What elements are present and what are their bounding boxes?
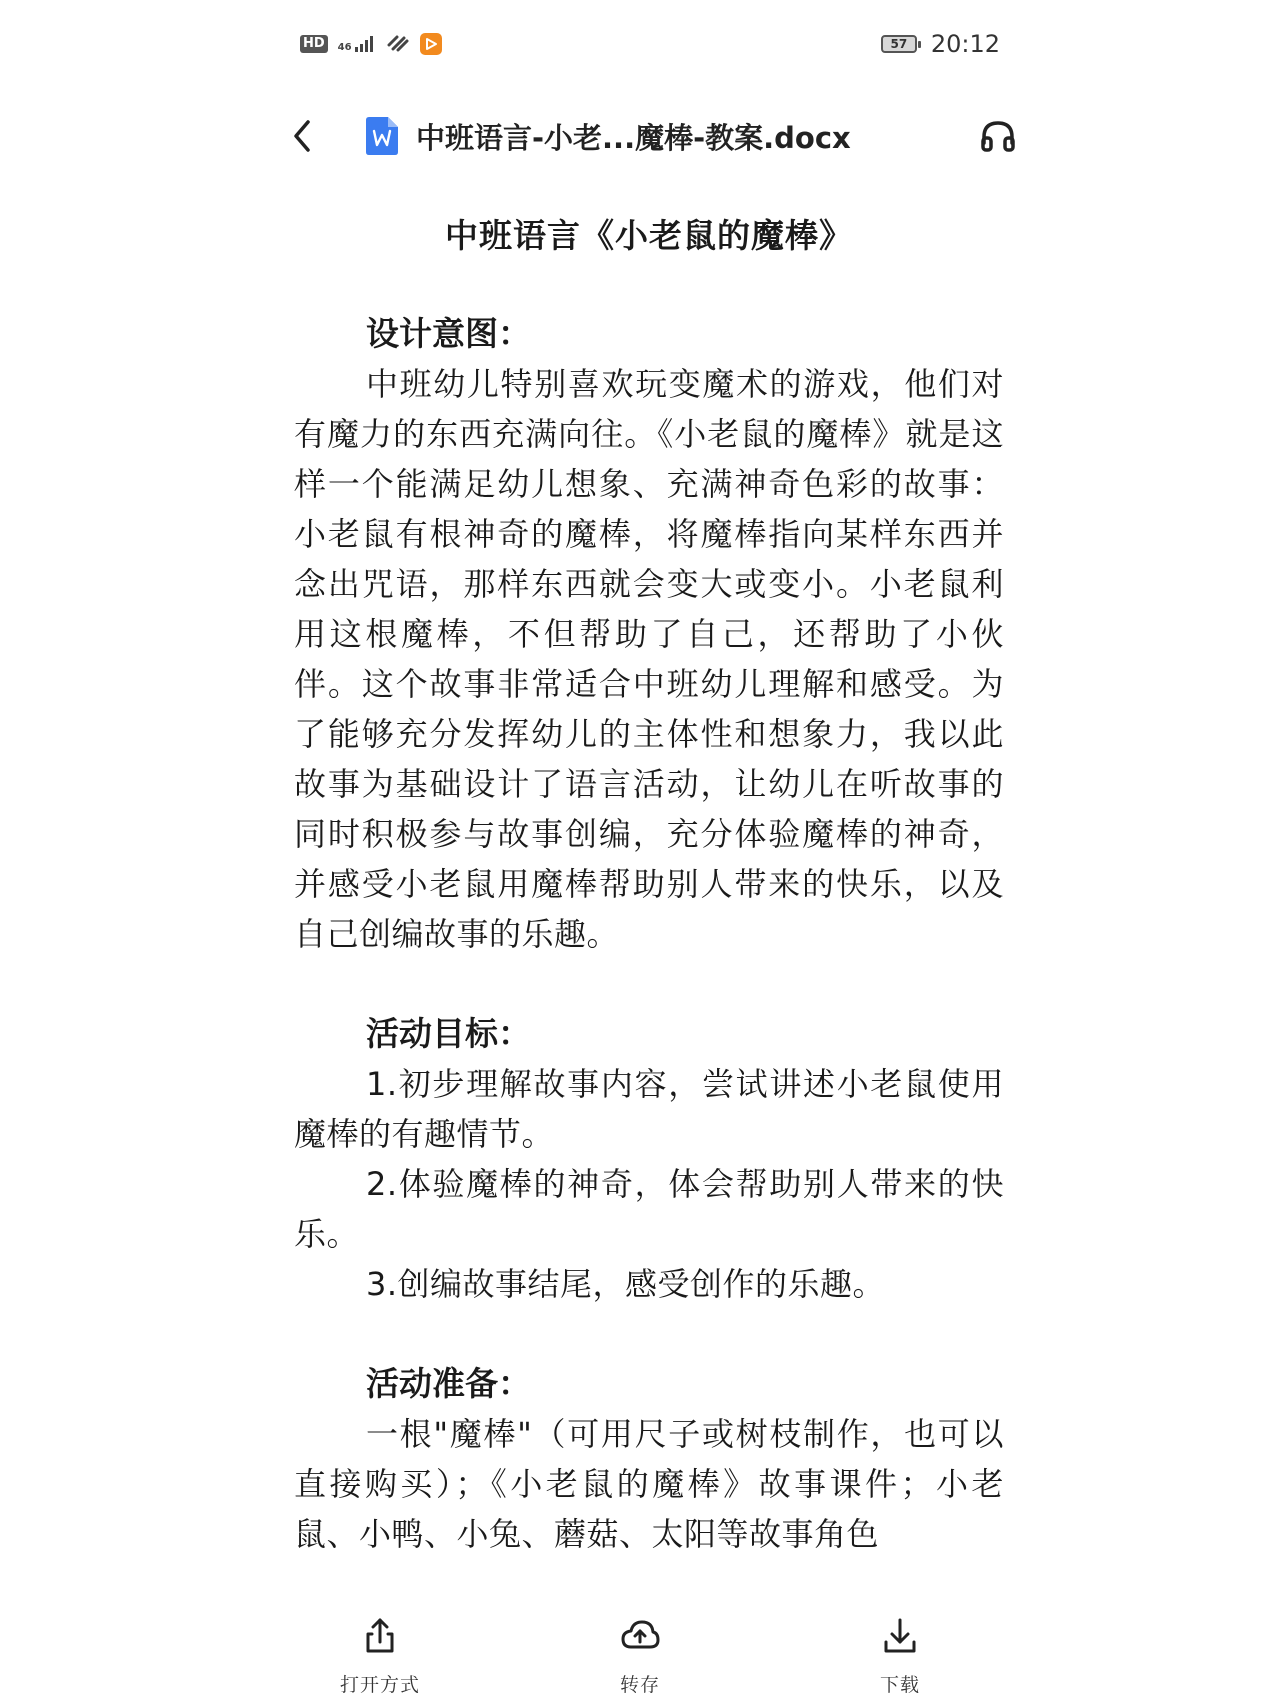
- share-icon: [360, 1616, 400, 1656]
- open-with-button[interactable]: [300, 1616, 460, 1706]
- section-spacer: [294, 1309, 1004, 1359]
- paragraph: 3.创编故事结尾，感受创作的乐趣。: [366, 1265, 886, 1303]
- document-body: [294, 210, 1004, 1600]
- cloud-upload-icon: [620, 1616, 660, 1656]
- save-to-cloud-label: 转存: [619, 1674, 660, 1696]
- status-time: 20:12: [930, 30, 1000, 58]
- video-app-icon: [420, 33, 442, 55]
- section-title-activity-prep: 活动准备：: [366, 1364, 531, 1403]
- document-title: 中班语言-小老...魔棒-教案.docx: [416, 120, 851, 155]
- status-bar: [300, 24, 1000, 64]
- section-title-design-intent: 设计意图：: [366, 314, 531, 353]
- bottom-toolbar: [300, 1616, 980, 1706]
- chevron-left-icon: [291, 119, 313, 153]
- battery-icon: [881, 35, 917, 53]
- back-button[interactable]: [280, 114, 324, 158]
- paragraph: 1.初步理解故事内容，尝试讲述小老鼠使用魔棒的有趣情节。: [294, 1065, 1004, 1153]
- status-right: [881, 30, 1000, 58]
- download-icon: [880, 1616, 920, 1656]
- battery-level: 57: [890, 37, 908, 51]
- section-title-activity-goals: 活动目标：: [366, 1014, 531, 1053]
- status-left: [300, 32, 442, 56]
- network-type-label: 46: [337, 42, 352, 53]
- headphones-icon: [980, 119, 1016, 153]
- download-label: 下载: [879, 1674, 920, 1696]
- wifi-icon: [386, 32, 410, 56]
- paragraph: 一根"魔棒"（可用尺子或树枝制作，也可以直接购买）；《小老鼠的魔棒》故事课件；小老鼠、小鸭、小兔、蘑菇、太阳等故事角色: [294, 1415, 1004, 1553]
- hd-icon: HD: [300, 35, 328, 53]
- document-heading: 中班语言《小老鼠的魔棒》: [445, 216, 853, 255]
- save-to-cloud-button[interactable]: [560, 1616, 720, 1706]
- paragraph: 中班幼儿特别喜欢玩变魔术的游戏，他们对有魔力的东西充满向往。《小老鼠的魔棒》就是这样一个能满足幼儿想象、充满神奇色彩的故事：小老鼠有根神奇的魔棒，将魔棒指向某样东西并念出咒语，那样东西就会变大或变小。小老鼠利用这根魔棒，不但帮助了自己，还帮助了小伙伴。这个故事非常适合中班幼儿理解和感受。为了能够充分发挥幼儿的主体性和想象力，我以此故事为基础设计了语言活动，让幼儿在听故事的同时积极参与故事创编，充分体验魔棒的神奇，并感受小老鼠用魔棒帮助别人带来的快乐，以及自己创编故事的乐趣。: [294, 365, 1004, 953]
- document-header: [280, 108, 1020, 164]
- paragraph: 2.体验魔棒的神奇，体会帮助别人带来的快乐。: [294, 1165, 1004, 1253]
- signal-icon: [338, 35, 376, 53]
- section-spacer: [294, 959, 1004, 1009]
- open-with-label: 打开方式: [339, 1674, 420, 1696]
- word-doc-icon: [366, 117, 398, 155]
- download-button[interactable]: [820, 1616, 980, 1706]
- listen-button[interactable]: [976, 114, 1020, 158]
